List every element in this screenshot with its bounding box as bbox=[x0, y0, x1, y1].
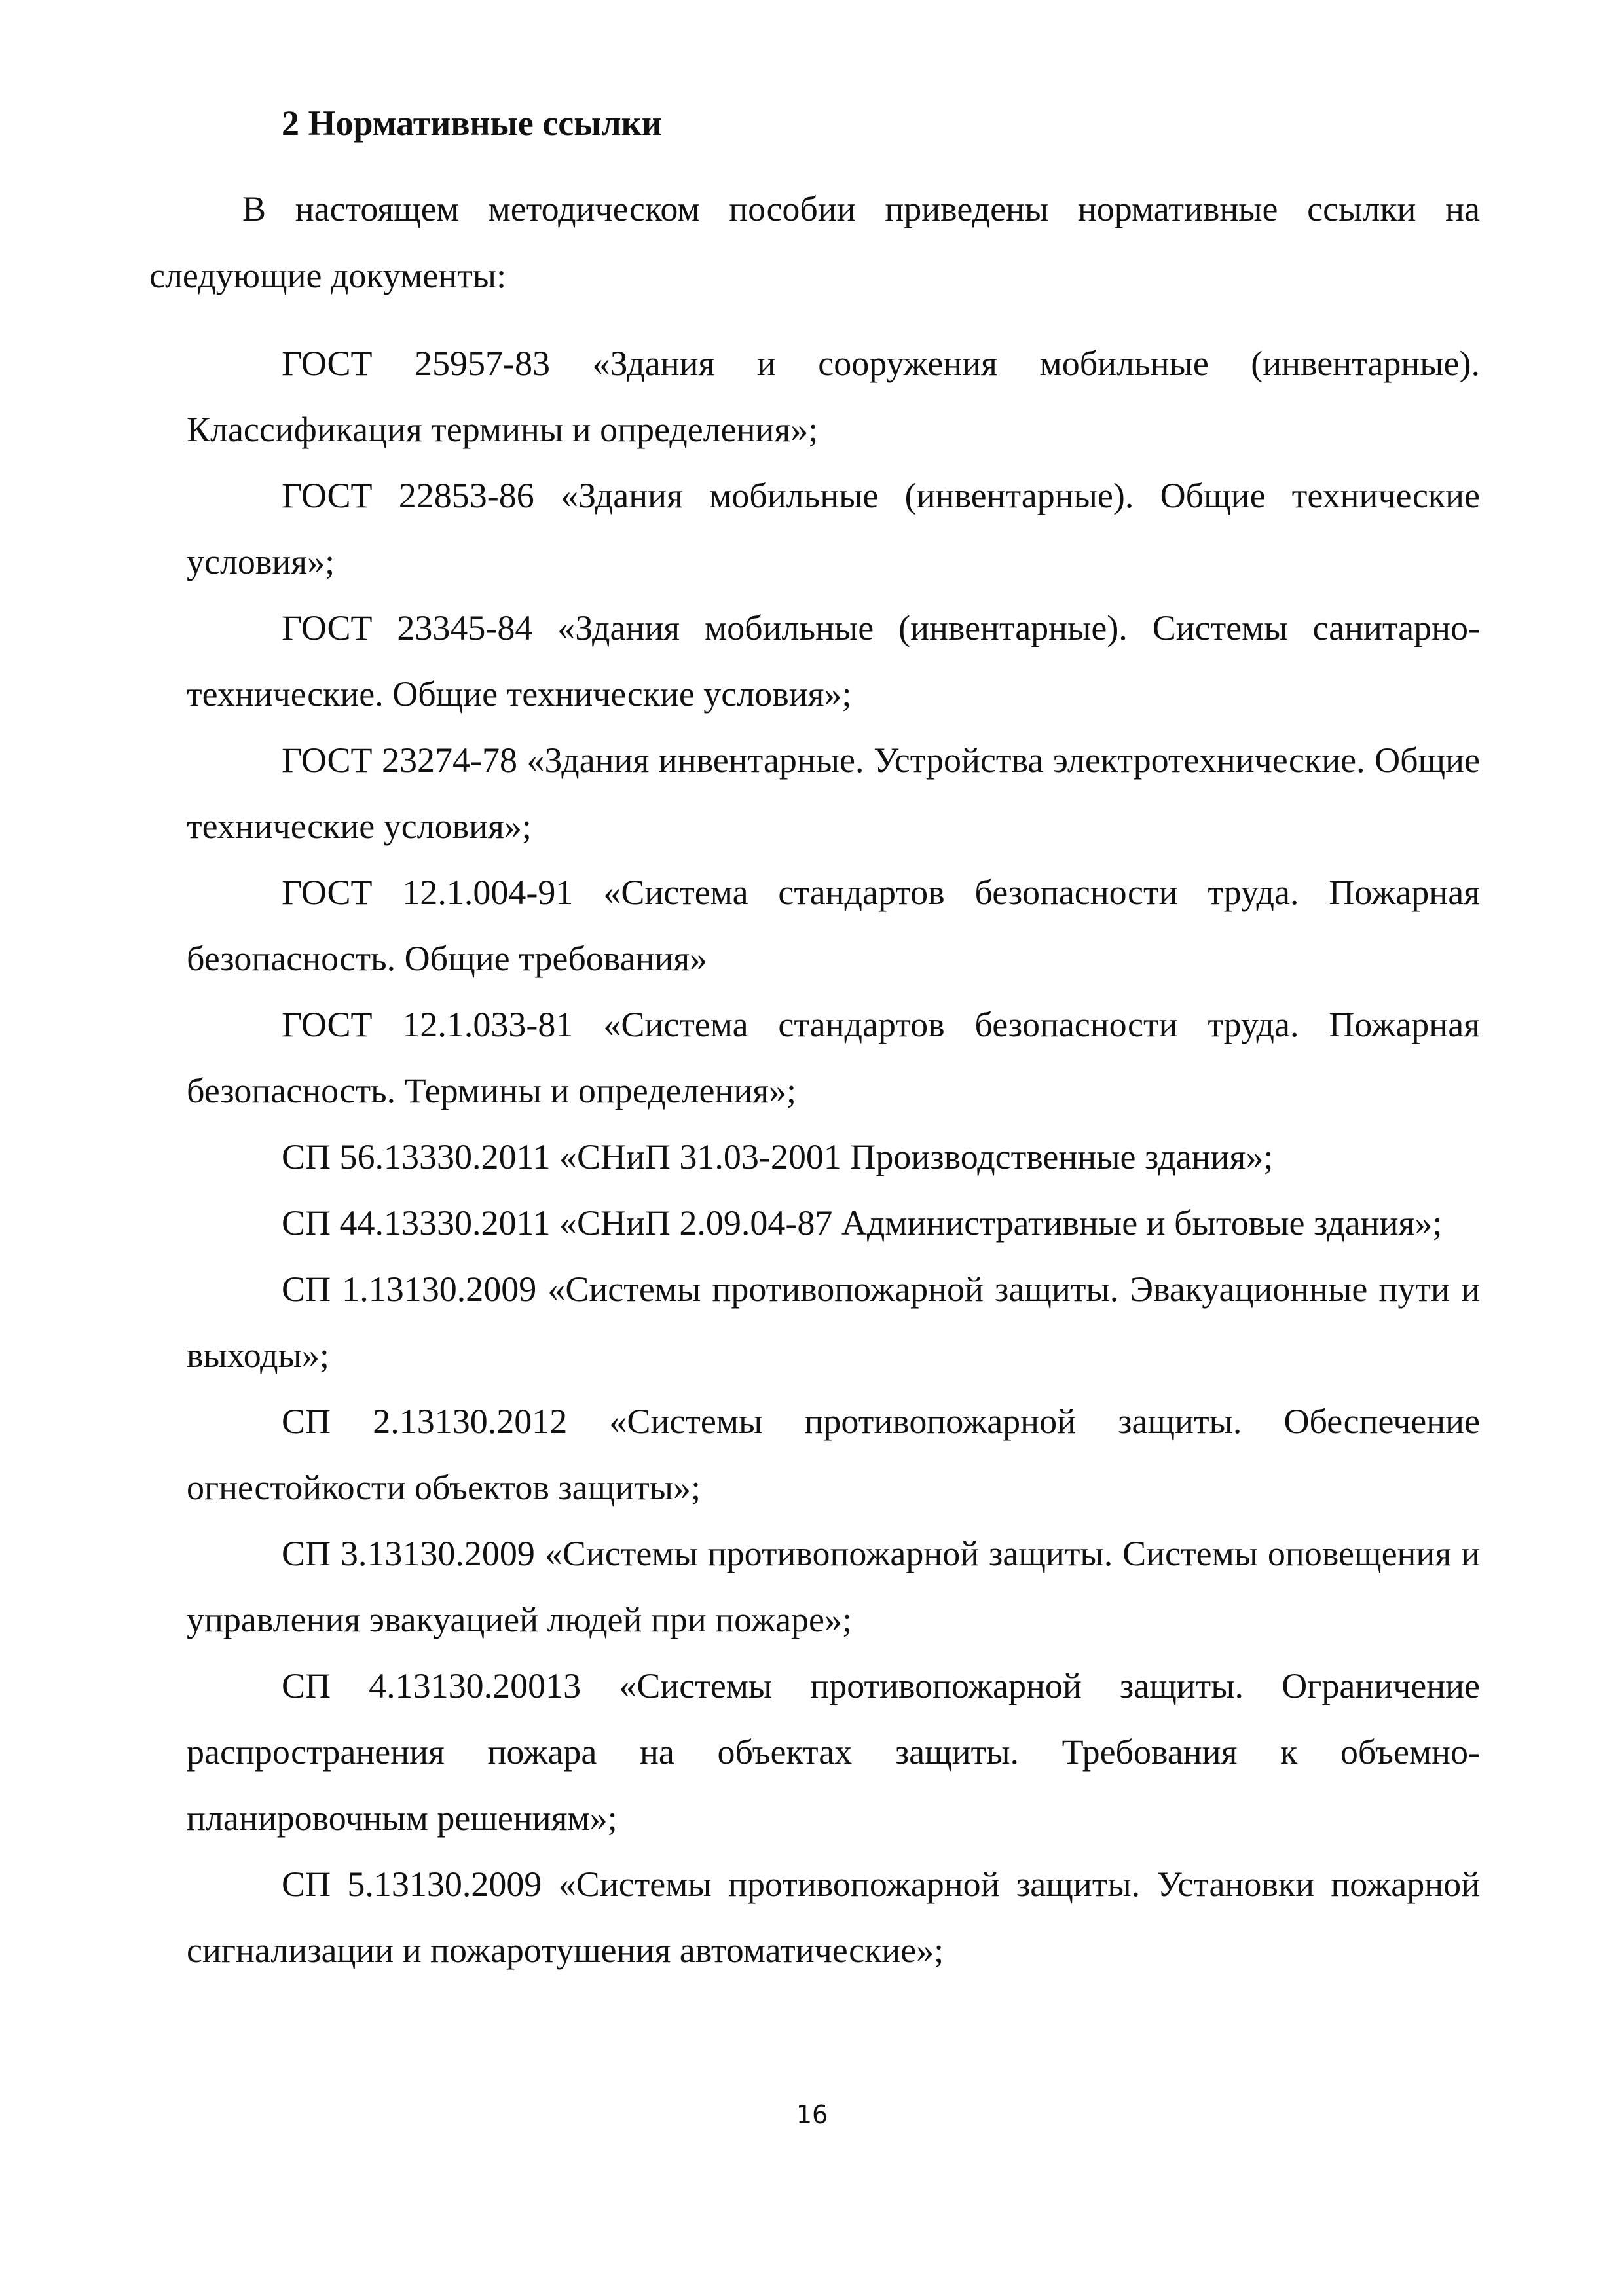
reference-item: ГОСТ 22853-86 «Здания мобильные (инвентарные). Общие технические условия»; bbox=[187, 476, 1480, 581]
reference-item: СП 4.13130.20013 «Системы противопожарной защиты. Ограничение распространения пожара на объектах защиты. Требования к объемно-планировочным решениям»; bbox=[187, 1666, 1480, 1838]
reference-item: СП 5.13130.2009 «Системы противопожарной защиты. Установки пожарной сигнализации и пожаротушения автоматические»; bbox=[187, 1865, 1480, 1970]
reference-item: ГОСТ 12.1.033-81 «Система стандартов безопасности труда. Пожарная безопасность. Термины и определения»; bbox=[187, 1005, 1480, 1110]
section-heading: 2 Нормативные ссылки bbox=[282, 103, 662, 143]
reference-item: СП 44.13330.2011 «СНиП 2.09.04-87 Административные и бытовые здания»; bbox=[282, 1203, 1443, 1243]
reference-item: СП 56.13330.2011 «СНиП 31.03-2001 Производственные здания»; bbox=[282, 1137, 1274, 1176]
reference-item: ГОСТ 23274-78 «Здания инвентарные. Устройства электротехнические. Общие технические условия»; bbox=[187, 740, 1480, 846]
reference-item: СП 3.13130.2009 «Системы противопожарной защиты. Системы оповещения и управления эвакуацией людей при пожаре»; bbox=[187, 1534, 1480, 1639]
intro-paragraph: В настоящем методическом пособии приведены нормативные ссылки на следующие документы: bbox=[149, 189, 1480, 295]
reference-list bbox=[187, 331, 1480, 1984]
reference-item: ГОСТ 23345-84 «Здания мобильные (инвентарные). Системы санитарно-технические. Общие технические условия»; bbox=[187, 608, 1480, 714]
page-number: 16 bbox=[796, 2100, 828, 2129]
reference-item: СП 1.13130.2009 «Системы противопожарной защиты. Эвакуационные пути и выходы»; bbox=[187, 1269, 1480, 1375]
reference-item: ГОСТ 12.1.004-91 «Система стандартов безопасности труда. Пожарная безопасность. Общие требования» bbox=[187, 873, 1480, 978]
reference-item: СП 2.13130.2012 «Системы противопожарной защиты. Обеспечение огнестойкости объектов защиты»; bbox=[187, 1402, 1480, 1507]
reference-item: ГОСТ 25957-83 «Здания и сооружения мобильные (инвентарные). Классификация термины и определения»; bbox=[187, 344, 1480, 449]
